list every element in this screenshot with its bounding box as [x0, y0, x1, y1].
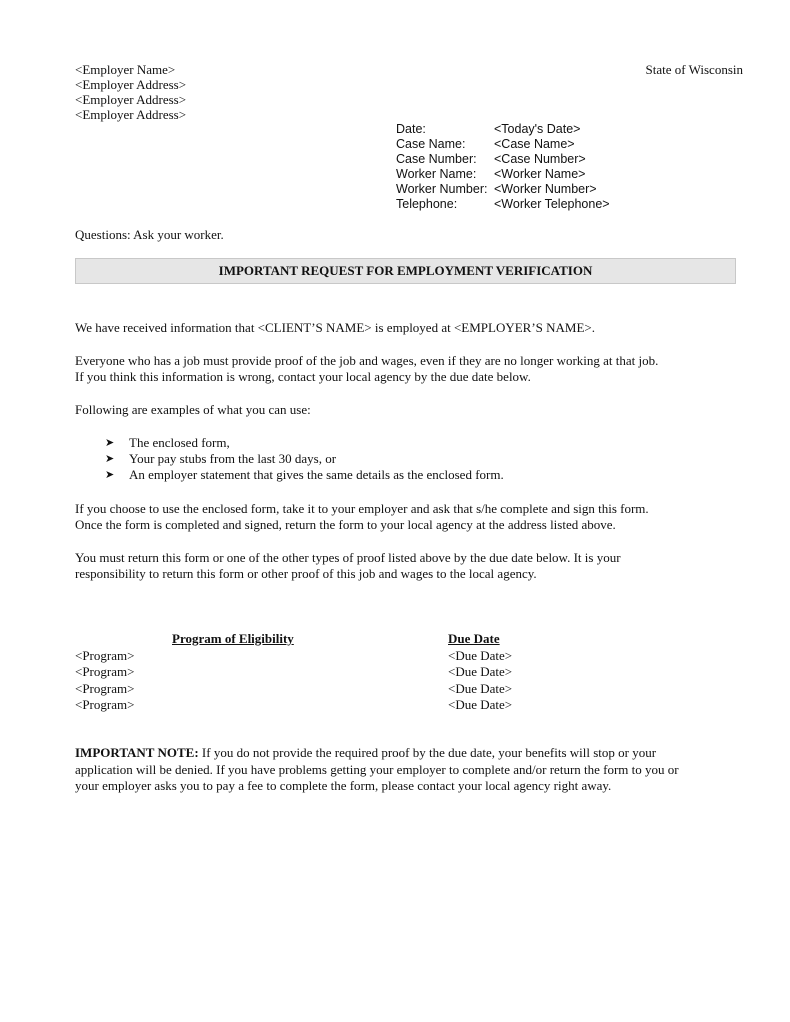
table-header-row — [75, 631, 512, 648]
important-note-label: IMPORTANT NOTE: — [75, 745, 199, 760]
column-header-program: Program of Eligibility — [172, 631, 294, 646]
paragraph-enclosed-form-instructions — [75, 501, 649, 533]
arrow-bullet-icon: ➤ — [105, 453, 115, 465]
case-info-label: Date: — [396, 122, 426, 136]
case-info-label: Worker Number: — [396, 182, 488, 196]
employer-address-block — [75, 62, 186, 122]
document-title: IMPORTANT REQUEST FOR EMPLOYMENT VERIFICATION — [218, 263, 593, 278]
case-info-row-telephone — [396, 197, 610, 212]
document-title-banner — [75, 258, 736, 284]
paragraph-return-responsibility — [75, 550, 621, 582]
important-note-line — [75, 745, 679, 762]
important-note-line: your employer asks you to pay a fee to complete the form, please contact your local agency right away. — [75, 778, 612, 793]
case-info-value: <Case Number> — [494, 152, 586, 166]
important-note-line: application will be denied. If you have problems getting your employer to complete and/or return the form to you or — [75, 761, 679, 777]
paragraph-text: Everyone who has a job must provide proof of the job and wages, even if they are no longer working at that job. — [75, 353, 659, 368]
program-cell: <Program> — [75, 664, 135, 679]
case-info-row-date — [396, 122, 610, 137]
paragraph-text: responsibility to return this form or other proof of this job and wages to the local agency. — [75, 566, 537, 581]
employer-name: <Employer Name> — [75, 62, 176, 77]
employer-address-line: <Employer Address> — [75, 107, 187, 122]
due-date-cell: <Due Date> — [448, 697, 513, 712]
case-info-label: Case Number: — [396, 152, 477, 166]
questions-text: Questions: Ask your worker. — [75, 227, 224, 242]
case-info-row-case-number — [396, 152, 610, 167]
examples-list — [75, 435, 504, 483]
due-date-cell: <Due Date> — [448, 680, 513, 696]
due-date-cell: <Due Date> — [448, 647, 513, 663]
table-row — [75, 697, 512, 714]
list-item — [75, 467, 504, 483]
case-info-value: <Case Name> — [494, 137, 575, 151]
case-info-value: <Worker Number> — [494, 182, 597, 196]
list-item — [75, 435, 504, 451]
case-info-value: <Worker Telephone> — [494, 197, 610, 211]
important-note-text: If you do not provide the required proof by the due date, your benefits will stop or your — [198, 745, 657, 760]
program-cell: <Program> — [75, 680, 135, 696]
case-info-block — [396, 122, 610, 212]
paragraph-text: We have received information that <CLIENT’S NAME> is employed at <EMPLOYER’S NAME>. — [75, 320, 596, 335]
paragraph-employment-info — [75, 320, 595, 335]
case-info-value: <Worker Name> — [494, 167, 586, 181]
case-info-label: Telephone: — [396, 197, 458, 211]
paragraph-text: If you choose to use the enclosed form, take it to your employer and ask that s/he complete and sign this form. — [75, 501, 649, 516]
table-row — [75, 648, 512, 665]
case-info-label: Worker Name: — [396, 167, 477, 181]
programs-table — [75, 631, 512, 714]
list-item-text: The enclosed form, — [129, 435, 230, 450]
program-cell: <Program> — [75, 647, 135, 663]
column-header-due-date: Due Date — [448, 631, 500, 646]
program-cell: <Program> — [75, 697, 135, 712]
paragraph-proof-requirement — [75, 353, 658, 385]
paragraph-text: Following are examples of what you can use: — [75, 402, 311, 417]
important-note — [75, 745, 679, 795]
list-item — [75, 451, 504, 467]
list-item-text: Your pay stubs from the last 30 days, or — [129, 451, 337, 466]
table-row — [75, 681, 512, 698]
arrow-bullet-icon: ➤ — [105, 469, 115, 481]
state-label: State of Wisconsin — [645, 62, 743, 77]
list-item-text: An employer statement that gives the same details as the enclosed form. — [129, 467, 504, 482]
paragraph-text: Once the form is completed and signed, return the form to your local agency at the address listed above. — [75, 517, 616, 532]
case-info-label: Case Name: — [396, 137, 466, 151]
paragraph-examples-intro — [75, 402, 311, 417]
case-info-value: <Today's Date> — [494, 122, 581, 136]
arrow-bullet-icon: ➤ — [105, 437, 115, 449]
case-info-row-case-name — [396, 137, 610, 152]
employer-address-line: <Employer Address> — [75, 77, 187, 92]
due-date-cell: <Due Date> — [448, 664, 513, 679]
employer-address-line: <Employer Address> — [75, 92, 187, 107]
paragraph-text: If you think this information is wrong, contact your local agency by the due date below. — [75, 369, 531, 384]
case-info-row-worker-name — [396, 167, 610, 182]
paragraph-text: You must return this form or one of the other types of proof listed above by the due date below. It is your — [75, 550, 621, 565]
case-info-row-worker-number — [396, 182, 610, 197]
table-row — [75, 664, 512, 681]
